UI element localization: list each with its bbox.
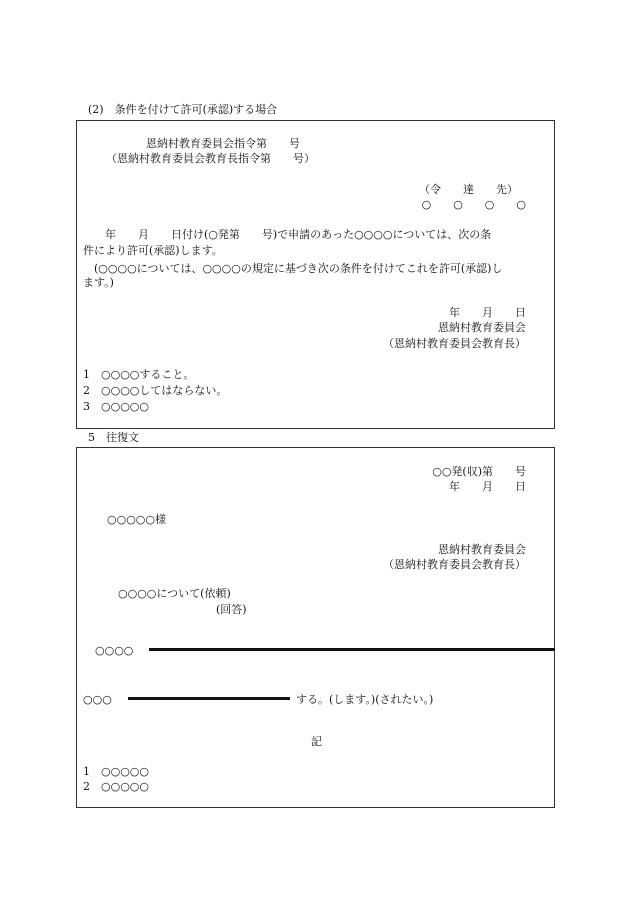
- recipient-name: ○○○○○様: [107, 513, 166, 526]
- body-paragraph-line: ます。): [83, 276, 114, 289]
- addressee-label: （令 達 先）: [419, 183, 518, 196]
- directive-number-line-alt: （恩納村教育委員会教育長指令第 号）: [106, 152, 315, 165]
- issuer-name-alt: （恩納村教育委員会教育長）: [383, 558, 526, 571]
- body-paragraph-line: 件により許可(承認)します。: [83, 244, 223, 257]
- directive-number-line: 恩納村教育委員会指令第 号: [146, 137, 300, 150]
- condition-item: 2 ○○○○してはならない。: [83, 384, 228, 397]
- section5-heading: 5 往復文: [88, 431, 139, 444]
- body-paragraph-line: (○○○○については、○○○○の規定に基づき次の条件を付けてこれを許可(承認)し: [83, 262, 503, 275]
- body-text-line: [128, 697, 290, 700]
- ki-heading: 記: [311, 735, 322, 748]
- issue-date: 年 月 日: [449, 306, 526, 319]
- condition-item: 1 ○○○○すること。: [83, 368, 195, 381]
- document-number: ○○発(収)第 号: [432, 465, 526, 478]
- subject-line-alt: (回答): [216, 603, 247, 616]
- issuer-name-alt: （恩納村教育委員会教育長）: [383, 337, 526, 350]
- issuer-name: 恩納村教育委員会: [438, 321, 526, 334]
- list-item: 2 ○○○○○: [83, 780, 149, 793]
- addressee-circles: ○ ○ ○ ○: [421, 198, 526, 211]
- body-text-line: [149, 648, 555, 651]
- body-paragraph-line: 年 月 日付け(○発第 号)で申請のあった○○○○については、次の条: [83, 228, 492, 241]
- section5-box: [76, 447, 555, 808]
- section2-heading: (2) 条件を付けて許可(承認)する場合: [88, 103, 278, 116]
- subject-line: ○○○○について(依頼): [118, 587, 231, 600]
- list-item: 1 ○○○○○: [83, 765, 149, 778]
- body-text-placeholder: ○○○: [83, 693, 112, 706]
- condition-item: 3 ○○○○○: [83, 400, 149, 413]
- body-text-placeholder: ○○○○: [95, 644, 134, 657]
- issuer-name: 恩納村教育委員会: [438, 543, 526, 556]
- body-text-suffix: する。(します。)(されたい。): [296, 693, 434, 706]
- section2-box: [76, 120, 555, 429]
- issue-date: 年 月 日: [449, 480, 526, 493]
